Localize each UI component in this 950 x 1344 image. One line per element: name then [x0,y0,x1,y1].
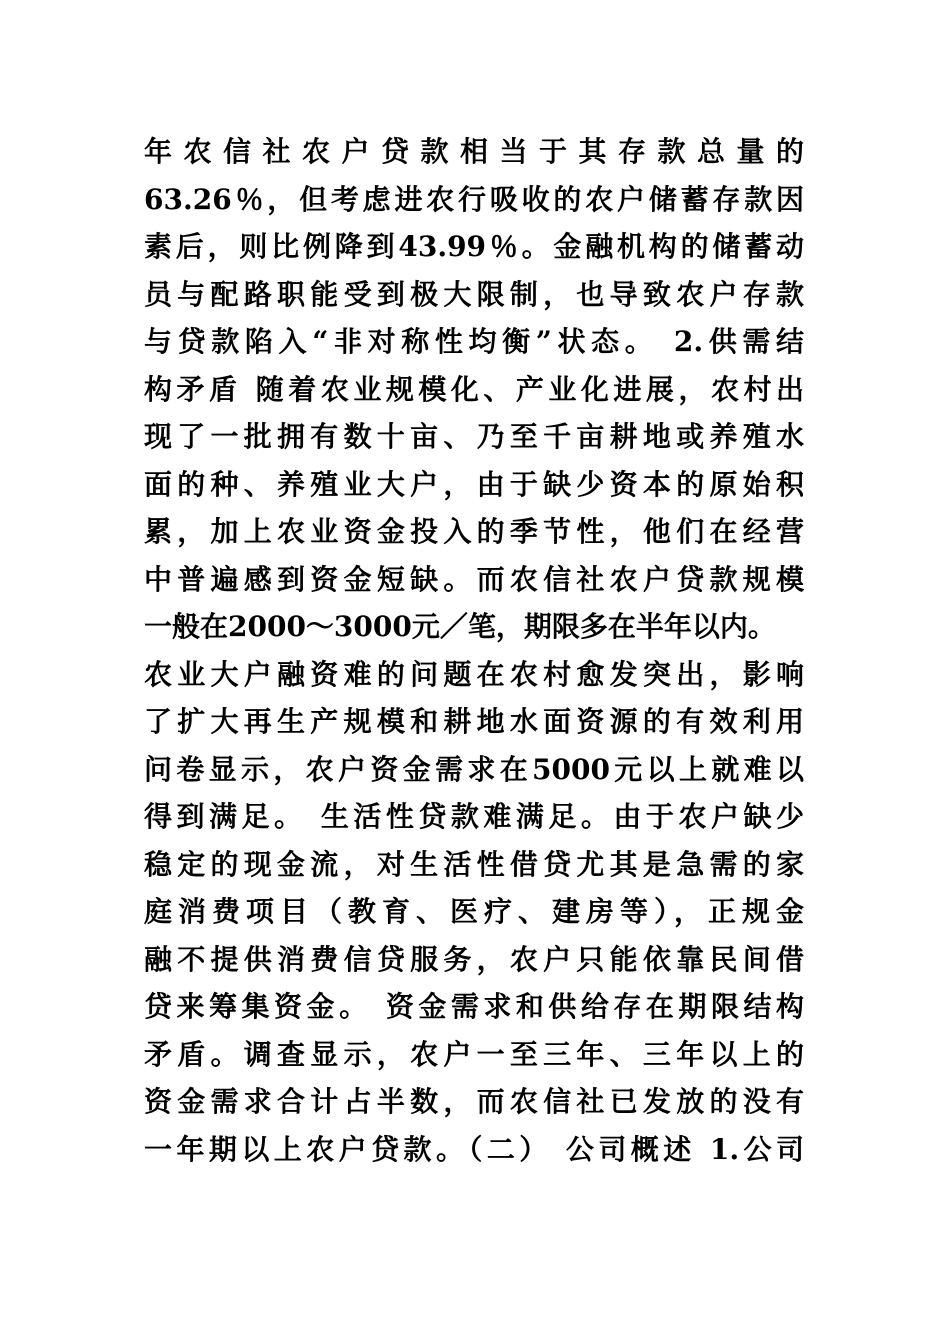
text-line: 一年期以上农户贷款。（二） 公司概述 1.公司 [144,1132,804,1166]
text-line: 融不提供消费信贷服务，农户只能依靠民间借 [144,942,804,976]
text-line: 资金需求合计占半数，而农信社已发放的没有 [144,1085,804,1118]
text-line: 了扩大再生产规模和耕地水面资源的有效利用 [144,705,804,738]
text-line: 构矛盾 随着农业规模化、产业化进展，农村出 [144,372,804,406]
text-line: 现了一批拥有数十亩、乃至千亩耕地或养殖水 [144,420,804,453]
text-line: 素后，则比例降到43.99％。金融机构的储蓄动 [144,230,804,263]
text-line: 庭消费项目（教育、医疗、建房等），正规金 [144,895,804,928]
text-line: 农业大户融资难的问题在农村愈发突出，影响 [144,657,804,691]
text-line: 稳定的现金流，对生活性借贷尤其是急需的家 [144,847,804,881]
text-line: 63.26％，但考虑进农行吸收的农户储蓄存款因 [144,182,804,216]
text-line: 累，加上农业资金投入的季节性，他们在经营 [144,515,804,548]
text-line: 问卷显示，农户资金需求在5000元以上就难以 [144,752,804,786]
text-line: 贷来筹集资金。 资金需求和供给存在期限结构 [144,990,804,1023]
text-line: 矛盾。调查显示，农户一至三年、三年以上的 [144,1037,804,1071]
text-line: 与贷款陷入“非对称性均衡”状态。 2.供需结 [144,325,804,358]
text-line: 一般在2000～3000元／笔，期限多在半年以内。 [144,610,776,643]
text-line: 面的种、养殖业大户，由于缺少资本的原始积 [144,467,804,501]
text-line: 得到满足。 生活性贷款难满足。由于农户缺少 [144,800,804,833]
body-text [144,128,844,1173]
text-line: 年农信社农户贷款相当于其存款总量的 [144,135,804,168]
text-line: 中普遍感到资金短缺。而农信社农户贷款规模 [144,562,804,596]
text-line: 员与配路职能受到极大限制，也导致农户存款 [144,277,804,311]
